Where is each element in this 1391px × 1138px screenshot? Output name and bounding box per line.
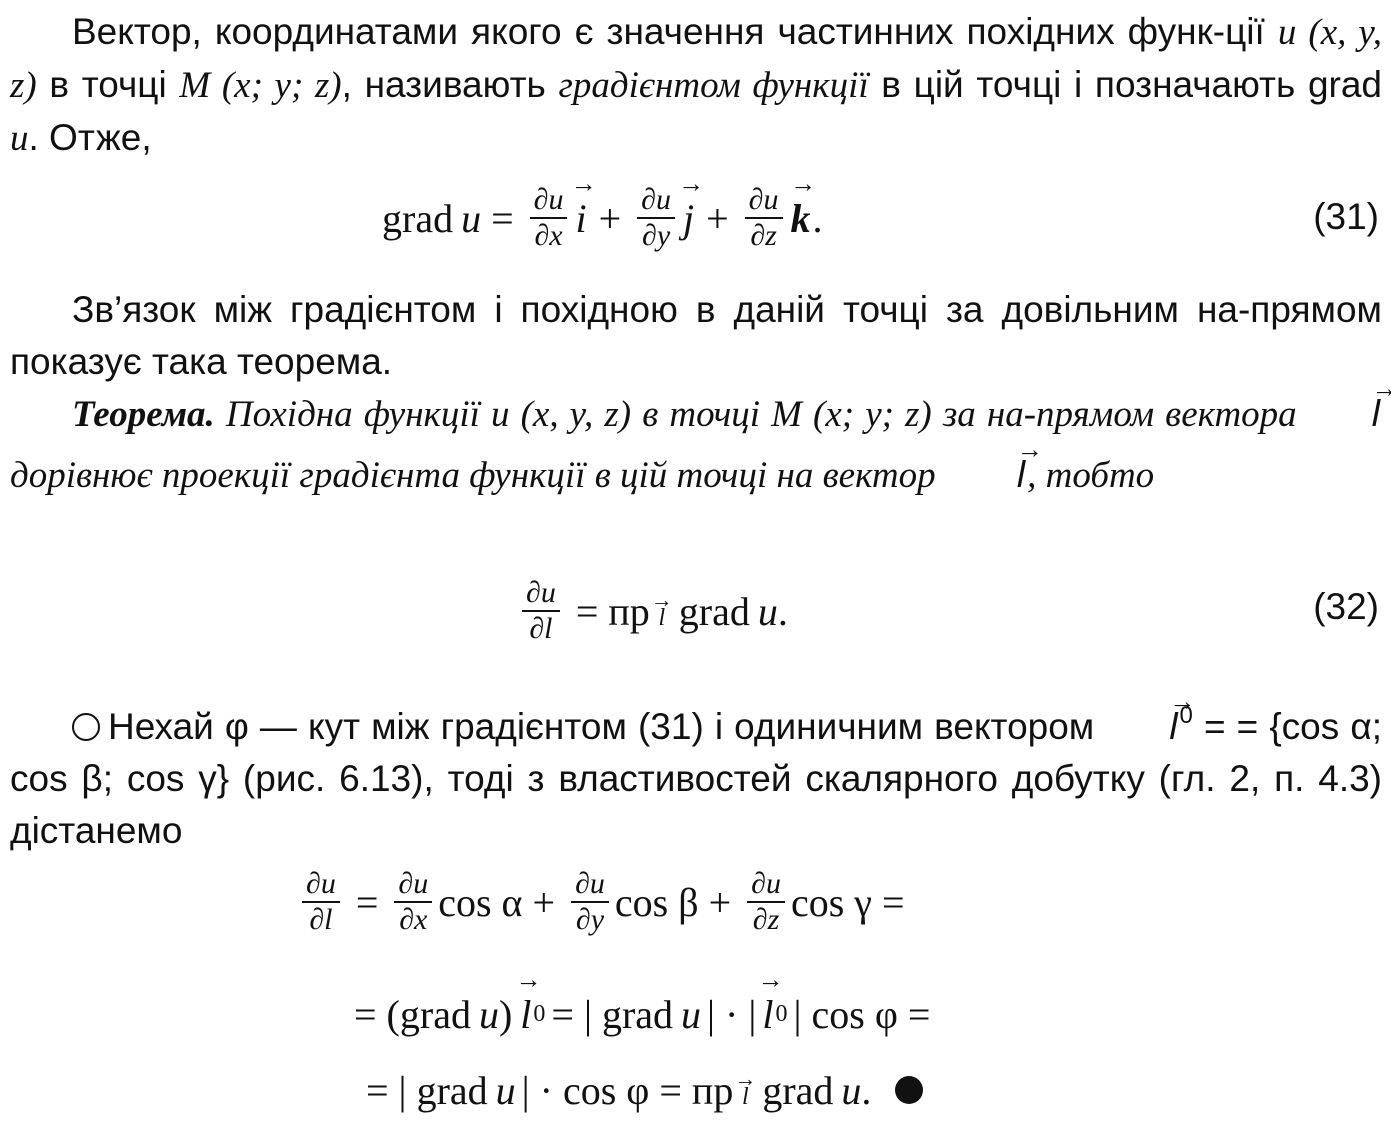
text-run: , називають: [341, 64, 559, 105]
partial-derivative-z: $\frac{\partial u}{\partial z}$: [747, 867, 785, 937]
text-run: дорівнює проекції градієнта функції в цій точці на вектор: [10, 455, 945, 496]
point-notation: M (x; y; z): [179, 65, 342, 106]
direction-vector-l: → l: [953, 445, 1027, 505]
directional-derivative: $\frac{\partial u}{\partial l}$: [302, 867, 340, 937]
projection-subscript: → l: [734, 1066, 757, 1110]
unit-vector-l0: → l: [760, 991, 775, 1038]
cos-alpha: cos α: [438, 879, 523, 925]
unit-vector-k: → k: [789, 195, 813, 242]
equals-sign: =: [491, 195, 514, 241]
text-run: в точці: [36, 64, 180, 105]
period: .: [861, 1067, 872, 1113]
theorem-title: Теорема.: [72, 394, 215, 435]
equals-sign: =: [881, 879, 905, 925]
variable-u: u: [757, 588, 778, 634]
text-run: Похідна функції u (x, y, z) в точці M (x; y; z) за на-прямом вектора: [214, 394, 1308, 435]
equals-sign: =: [355, 879, 379, 925]
text-run: Нехай φ — кут між градієнтом (31) і одиничним вектором: [108, 706, 1106, 747]
superscript-zero: 0: [533, 1000, 546, 1027]
equation-final: [0, 1062, 1391, 1132]
theorem-statement: [10, 384, 1382, 506]
expression-part: = | grad: [551, 991, 674, 1037]
plus-sign: +: [706, 195, 729, 241]
variable-u: u: [10, 118, 29, 159]
projection-subscript: → l: [650, 587, 673, 631]
partial-derivative-y: $\frac{\partial u}{\partial y}$: [637, 183, 675, 253]
direction-vector-l: → l: [1308, 384, 1382, 444]
variable-u: u: [478, 991, 499, 1037]
plus-sign: +: [708, 879, 732, 925]
proof-end-icon: [895, 1076, 923, 1104]
cos-beta: cos β: [614, 879, 699, 925]
period: .: [777, 588, 788, 634]
unit-vector-l0: → l: [518, 991, 533, 1038]
paragraph-relation: Зв’язок між градієнтом і похідною в даній точці за довільним на-прямом показує така теорема.: [10, 289, 1382, 382]
expression-part: | · |: [707, 991, 757, 1037]
equation-scalar-product: [0, 986, 1391, 1042]
expression-part: ): [498, 991, 513, 1037]
projection-operator: пр: [608, 588, 650, 634]
period: .: [812, 195, 823, 241]
equation-number: (32): [1313, 586, 1379, 627]
variable-u: u: [495, 1067, 516, 1113]
defined-term: градієнтом функції: [558, 65, 869, 106]
text-run: в цій точці і позначають grad: [868, 64, 1383, 105]
plus-sign: +: [598, 195, 622, 241]
function-notation: u (x, y, z): [10, 12, 1383, 106]
equation-derivative-expansion: [0, 862, 1391, 942]
equation-number: (31): [1313, 196, 1379, 237]
partial-derivative-x: $\frac{\partial u}{\partial x}$: [394, 867, 432, 937]
equation-31: [0, 178, 1391, 258]
plus-sign: +: [532, 879, 556, 925]
grad-operator: grad: [762, 1067, 834, 1113]
unit-vector-i: → i: [573, 195, 588, 242]
variable-u: u: [681, 991, 702, 1037]
text-run: = = {cos α; cos β; cos γ} (рис. 6.13), тоді з властивостей скалярного добутку (гл. 2, п. 4.3) дістанемо: [10, 706, 1382, 851]
unit-vector-j: → j: [681, 195, 696, 242]
directional-derivative: $\frac{\partial u}{\partial l}$: [522, 576, 560, 646]
grad-operator: grad: [382, 195, 454, 241]
superscript-zero: 0: [775, 1000, 788, 1027]
proof-start-icon: [72, 713, 100, 741]
expression-part: = | grad: [366, 1067, 488, 1113]
equation-32: [0, 566, 1391, 656]
unit-vector-l0: → l: [1105, 701, 1179, 753]
paragraph-gradient-definition: [10, 6, 1382, 165]
expression-part: | · cos φ = пр: [521, 1067, 734, 1113]
expression-part: = (grad: [354, 991, 471, 1037]
proof-paragraph: [10, 690, 1382, 857]
text-run: , тобто: [1027, 455, 1155, 496]
grad-operator: grad: [678, 588, 750, 634]
expression-part: | cos φ =: [793, 991, 931, 1037]
partial-derivative-y: $\frac{\partial u}{\partial y}$: [571, 867, 609, 937]
superscript-zero: 0: [1179, 702, 1193, 729]
equals-sign: =: [575, 588, 599, 634]
variable-u: u: [461, 195, 482, 241]
partial-derivative-x: $\frac{\partial u}{\partial x}$: [530, 183, 568, 253]
partial-derivative-z: $\frac{\partial u}{\partial z}$: [745, 183, 783, 253]
text-run: . Отже,: [28, 117, 152, 158]
text-run: Вектор, координатами якого є значення частинних похідних функ-ції: [72, 11, 1278, 52]
variable-u: u: [841, 1067, 862, 1113]
cos-gamma: cos γ: [790, 879, 872, 925]
